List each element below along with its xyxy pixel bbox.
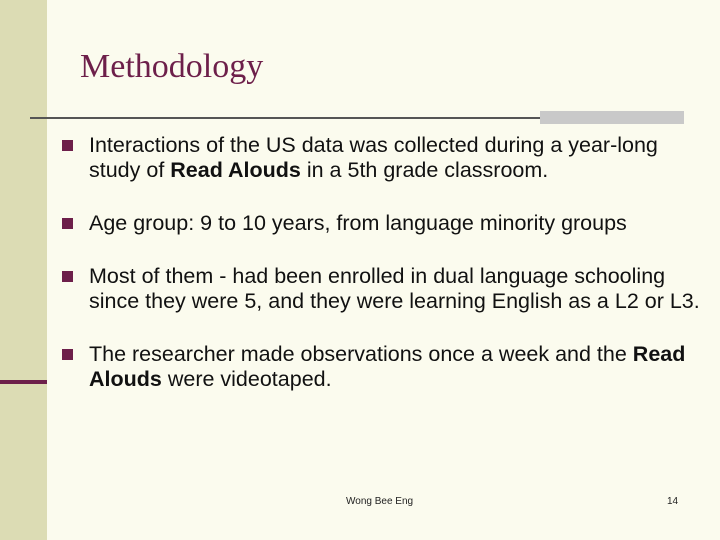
bullet-text-segment: The researcher made observations once a week and the [89,342,633,366]
bullet-text [89,342,685,391]
slide-title: Methodology [80,48,264,85]
bullet-list [62,133,702,392]
bullet-item [62,342,702,392]
bullet-text [89,133,658,182]
square-bullet-icon [62,140,73,151]
bullet-text [89,264,700,313]
footer-author: Wong Bee Eng [346,496,414,507]
square-bullet-icon [62,271,73,282]
bullet-text-segment: in a 5th grade classroom. [300,158,549,182]
left-decorative-band [0,0,47,540]
bullet-text-emphasis: Read Alouds [170,158,301,182]
square-bullet-icon [62,349,73,360]
bullet-text-segment: Age group: 9 to 10 years, from language minority groups [89,211,627,235]
bullet-text [89,211,627,235]
title-divider [30,117,540,119]
bullet-item [62,211,702,236]
bullet-text-segment: were videotaped. [161,367,332,391]
square-bullet-icon [62,218,73,229]
bullet-item [62,264,702,314]
page-number: 14 [667,496,679,507]
bullet-text-emphasis: Read Alouds [89,342,686,391]
title-divider-accent [540,111,684,124]
bullet-text-segment: Interactions of the US data was collected during a year-long study of [89,133,658,182]
bullet-text-segment: Most of them - had been enrolled in dual language schooling since they were 5, and they were learning English as a L2 or L3. [89,264,700,313]
left-accent-bar [0,380,47,384]
bullet-item [62,133,702,183]
